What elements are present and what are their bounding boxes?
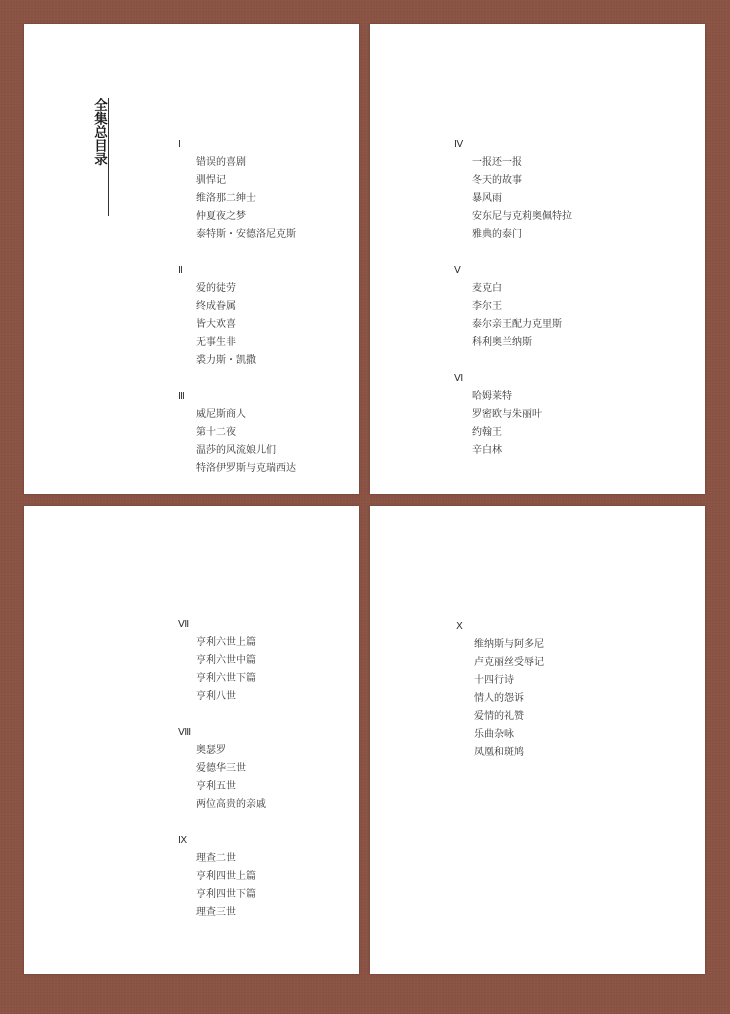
work-title: 爱情的礼赞 <box>474 711 524 722</box>
work-title: 泰尔亲王配力克里斯 <box>472 319 562 330</box>
work-title: 仲夏夜之梦 <box>196 211 246 222</box>
work-title: 驯悍记 <box>196 175 226 186</box>
page-title: 全集总目录 <box>91 98 107 166</box>
work-title: 亨利六世上篇 <box>196 637 256 648</box>
volume-numeral: Ⅳ <box>454 139 464 150</box>
work-title: 冬天的故事 <box>472 175 522 186</box>
work-title: 爱德华三世 <box>196 763 246 774</box>
work-title: 终成眷属 <box>196 301 236 312</box>
work-list <box>454 280 572 352</box>
work-title: 裘力斯・凯撒 <box>196 355 256 366</box>
work-title: 十四行诗 <box>474 675 514 686</box>
volume-1 <box>178 136 296 244</box>
work-title: 凤凰和斑鸠 <box>474 747 524 758</box>
volume-numeral: Ⅶ <box>178 619 190 630</box>
work-list <box>454 154 572 244</box>
toc-page-1 <box>24 24 359 494</box>
volume-numeral: Ⅴ <box>454 265 461 276</box>
volume-2 <box>178 262 296 370</box>
work-list <box>178 406 296 478</box>
work-title: 泰特斯・安德洛尼克斯 <box>196 229 296 240</box>
work-title: 李尔王 <box>472 301 502 312</box>
work-title: 亨利六世中篇 <box>196 655 256 666</box>
toc-page-4 <box>370 506 705 974</box>
volume-10 <box>456 618 544 762</box>
work-title: 亨利四世下篇 <box>196 889 256 900</box>
volume-6 <box>454 370 572 460</box>
work-title: 理查二世 <box>196 853 236 864</box>
work-title: 亨利五世 <box>196 781 236 792</box>
work-title: 威尼斯商人 <box>196 409 246 420</box>
work-title: 亨利四世上篇 <box>196 871 256 882</box>
work-title: 理查三世 <box>196 907 236 918</box>
work-list <box>178 850 266 922</box>
volume-numeral: Ⅵ <box>454 373 464 384</box>
volume-9 <box>178 832 266 922</box>
work-list <box>178 280 296 370</box>
volume-numeral: Ⅲ <box>178 391 185 402</box>
volume-list <box>178 616 266 922</box>
work-title: 暴风雨 <box>472 193 502 204</box>
work-title: 第十二夜 <box>196 427 236 438</box>
work-title: 哈姆莱特 <box>472 391 512 402</box>
work-list <box>178 742 266 814</box>
toc-page-2 <box>370 24 705 494</box>
work-title: 错误的喜剧 <box>196 157 246 168</box>
work-title: 雅典的泰门 <box>472 229 522 240</box>
work-title: 卢克丽丝受辱记 <box>474 657 544 668</box>
work-title: 麦克白 <box>472 283 502 294</box>
work-title: 维洛那二绅士 <box>196 193 256 204</box>
volume-4 <box>454 136 572 244</box>
volume-numeral: Ⅸ <box>178 835 188 846</box>
volume-numeral: Ⅷ <box>178 727 192 738</box>
volume-list <box>178 136 296 478</box>
volume-numeral: Ⅱ <box>178 265 183 276</box>
work-title: 乐曲杂咏 <box>474 729 514 740</box>
work-list <box>456 636 544 762</box>
volume-7 <box>178 616 266 706</box>
title-divider <box>108 98 109 216</box>
volume-numeral: Ⅰ <box>178 139 181 150</box>
volume-numeral: Ⅹ <box>456 621 463 632</box>
volume-list <box>454 136 572 460</box>
toc-page-3 <box>24 506 359 974</box>
volume-5 <box>454 262 572 352</box>
work-title: 特洛伊罗斯与克瑞西达 <box>196 463 296 474</box>
work-title: 奥瑟罗 <box>196 745 226 756</box>
work-title: 辛白林 <box>472 445 502 456</box>
work-title: 亨利六世下篇 <box>196 673 256 684</box>
work-title: 无事生非 <box>196 337 236 348</box>
volume-8 <box>178 724 266 814</box>
work-title: 温莎的风流娘儿们 <box>196 445 276 456</box>
work-title: 一报还一报 <box>472 157 522 168</box>
work-list <box>178 634 266 706</box>
volume-list <box>456 618 544 762</box>
work-title: 罗密欧与朱丽叶 <box>472 409 542 420</box>
work-title: 约翰王 <box>472 427 502 438</box>
volume-3 <box>178 388 296 478</box>
work-title: 情人的怨诉 <box>474 693 524 704</box>
work-title: 维纳斯与阿多尼 <box>474 639 544 650</box>
work-title: 科利奥兰纳斯 <box>472 337 532 348</box>
work-title: 皆大欢喜 <box>196 319 236 330</box>
work-title: 爱的徒劳 <box>196 283 236 294</box>
work-title: 安东尼与克莉奥佩特拉 <box>472 211 572 222</box>
work-title: 亨利八世 <box>196 691 236 702</box>
work-list <box>178 154 296 244</box>
work-title: 两位高贵的亲戚 <box>196 799 266 810</box>
work-list <box>454 388 572 460</box>
